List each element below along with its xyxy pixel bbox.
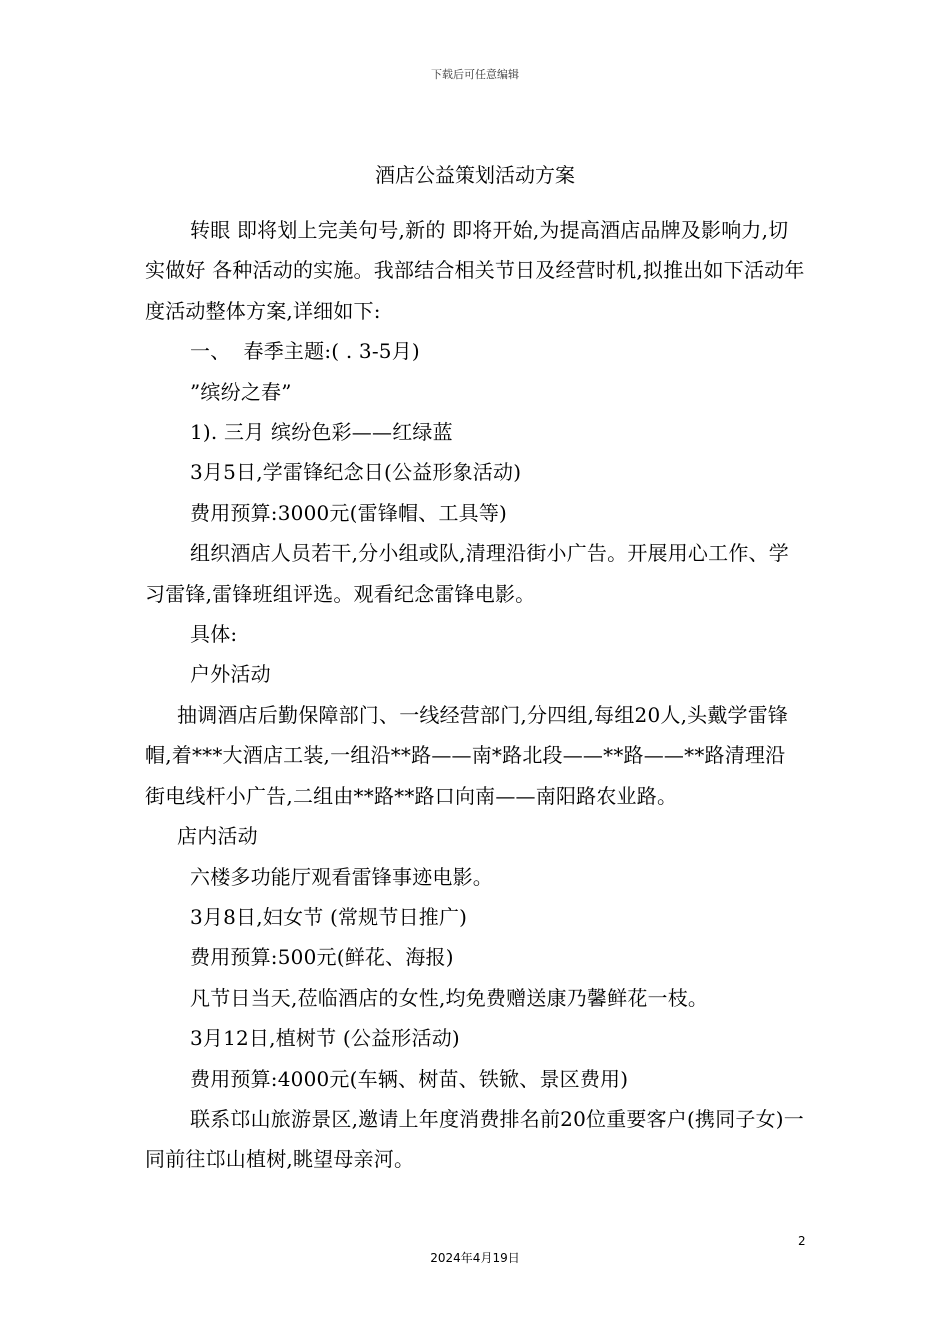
paragraph-spring-theme: 一、 春季主题:( . 3-5月): [190, 339, 420, 364]
paragraph-indoor-desc: 六楼多功能厅观看雷锋事迹电影。: [190, 864, 493, 889]
paragraph-womens-budget: 费用预算:500元(鲜花、海报): [190, 945, 454, 970]
paragraph-intro: 转眼 即将划上完美句号,新的 即将开始,为提高酒店品牌及影响力,切实做好 各种活动的实施。我部结合相关节日及经营时机,拟推出如下活动年度活动整体方案,详细如下:: [145, 218, 805, 323]
paragraph-arbor-desc: 联系邙山旅游景区,邀请上年度消费排名前20位重要客户(携同子女)一同前往邙山植树,眺望母亲河。: [145, 1106, 805, 1172]
paragraph-arbor-budget: 费用预算:4000元(车辆、树苗、铁锨、景区费用): [190, 1066, 629, 1091]
paragraph-leifeng-budget: 费用预算:3000元(雷锋帽、工具等): [190, 500, 508, 525]
paragraph-leifeng-desc: 组织酒店人员若干,分小组或队,清理沿街小广告。开展用心工作、学习雷锋,雷锋班组评选。观看纪念雷锋电影。: [145, 541, 789, 606]
paragraph-details-label: 具体:: [190, 622, 238, 647]
paragraph-march-heading: 1). 三月 缤纷色彩——红绿蓝: [190, 420, 453, 445]
paragraph-spring-name: ”缤纷之春”: [190, 379, 292, 404]
paragraph-outdoor-desc: 抽调酒店后勤保障部门、一线经营部门,分四组,每组20人,头戴学雷锋帽,着***大酒店工装,一组沿**路——南*路北段——**路——**路清理沿街电线杆小广告,二组由**路**路口向南——南阳路农业路。: [145, 702, 789, 808]
paragraph-womens-desc: 凡节日当天,莅临酒店的女性,均免费赠送康乃馨鲜花一枝。: [190, 985, 709, 1010]
paragraph-indoor-label: 店内活动: [177, 824, 258, 849]
document-body: [145, 210, 805, 1180]
page-footer-date: 2024年4月19日: [430, 1251, 520, 1265]
page-header: 下载后可任意编辑: [431, 68, 519, 81]
paragraph-womens-day: 3月8日,妇女节 (常规节日推广): [190, 904, 468, 929]
document-title: 酒店公益策划活动方案: [375, 163, 575, 187]
paragraph-leifeng-day: 3月5日,学雷锋纪念日(公益形象活动): [190, 460, 522, 485]
paragraph-arbor-day: 3月12日,植树节 (公益形活动): [190, 1026, 460, 1051]
page-number: 2: [798, 1234, 806, 1248]
paragraph-outdoor-label: 户外活动: [190, 662, 271, 687]
